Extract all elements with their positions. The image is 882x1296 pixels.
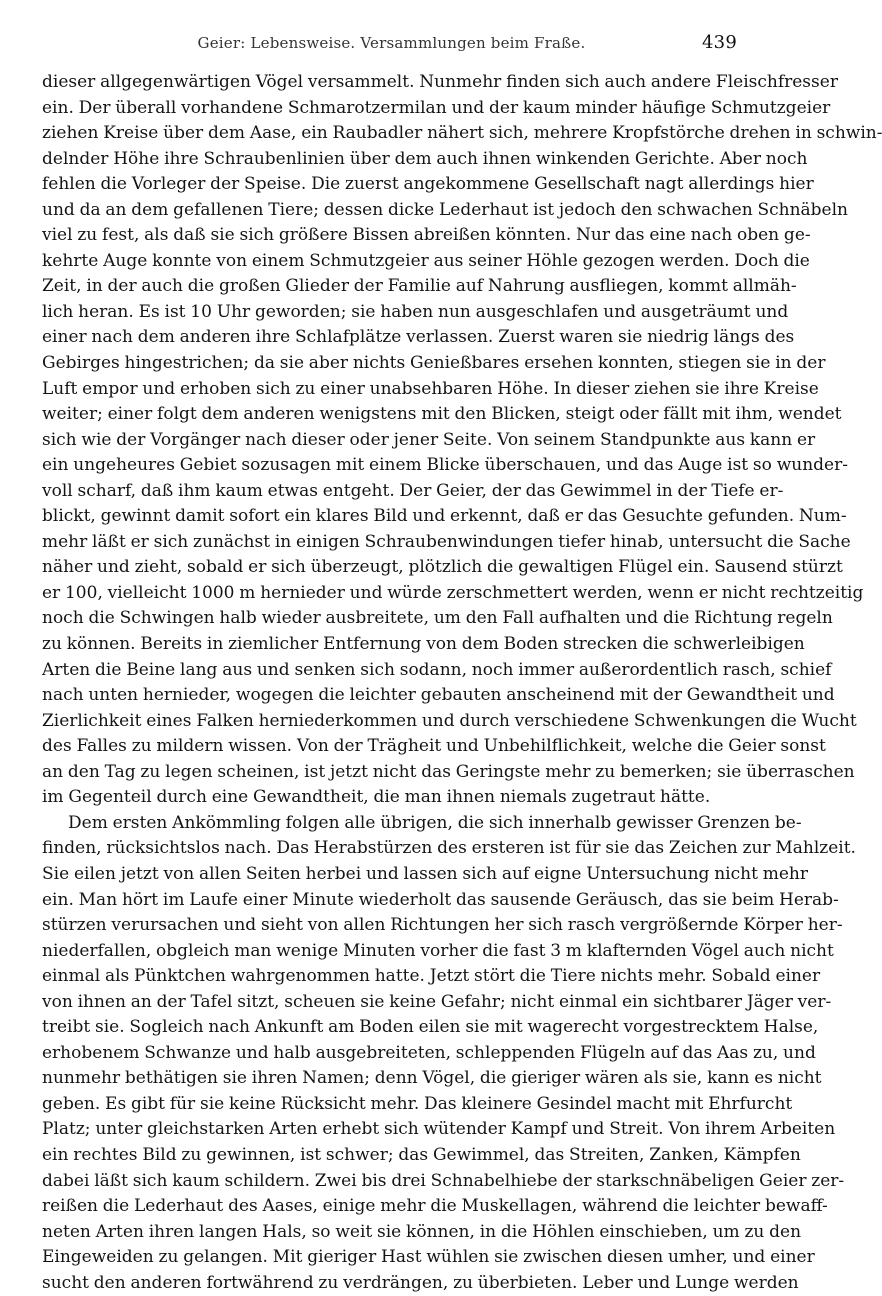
text-line: ein rechtes Bild zu gewinnen, ist schwer; das Gewimmel, das Streiten, Zanken, Kämpfen	[42, 1144, 801, 1165]
text-line: ziehen Kreise über dem Aase, ein Raubadler nähert sich, mehrere Kropfstörche drehen in schwin-	[42, 123, 882, 144]
text-line: im Gegenteil durch eine Gewandtheit, die man ihnen niemals zugetraut hätte.	[42, 787, 711, 808]
text-line: niederfallen, obgleich man wenige Minuten vorher die fast 3 m klafternden Vögel auch nicht	[42, 940, 834, 961]
text-line: fehlen die Vorleger der Speise. Die zuerst angekommene Gesellschaft nagt allerdings hier	[42, 174, 814, 195]
text-line: geben. Es gibt für sie keine Rücksicht mehr. Das kleinere Gesindel macht mit Ehrfurcht	[42, 1093, 793, 1114]
body-text	[42, 70, 882, 1296]
text-line: sucht den anderen fortwährend zu verdrängen, zu überbieten. Leber und Lunge werden	[42, 1272, 799, 1293]
text-line: zu können. Bereits in ziemlicher Entfernung von dem Boden strecken die schwerleibigen	[42, 634, 805, 655]
text-line: sich wie der Vorgänger nach dieser oder jener Seite. Von seinem Standpunkte aus kann er	[42, 429, 816, 450]
text-line: Zeit, in der auch die großen Glieder der Familie auf Nahrung ausfliegen, kommt allmäh-	[42, 276, 797, 297]
text-line: reißen die Lederhaut des Aases, einige mehr die Muskellagen, während die leichter bewaff-	[42, 1196, 828, 1217]
text-line: stürzen verursachen und sieht von allen Richtungen her sich rasch vergrößernde Körper her-	[42, 915, 843, 936]
text-line: ein. Man hört im Laufe einer Minute wiederholt das sausende Geräusch, das sie beim Herab-	[42, 889, 839, 910]
running-header	[46, 34, 737, 60]
text-line: von ihnen an der Tafel sitzt, scheuen sie keine Gefahr; nicht einmal ein sichtbarer Jäger ver-	[42, 991, 832, 1012]
paragraph	[42, 70, 882, 811]
text-line: Dem ersten Ankömmling folgen alle übrigen, die sich innerhalb gewisser Grenzen be-	[68, 812, 802, 833]
text-line: kehrte Auge konnte von einem Schmutzgeier aus seiner Höhle gezogen werden. Doch die	[42, 250, 810, 271]
text-line: ein ungeheures Gebiet sozusagen mit einem Blicke überschauen, und das Auge ist so wunder-	[42, 455, 848, 476]
text-line: neten Arten ihren langen Hals, so weit sie können, in die Höhlen einschieben, um zu den	[42, 1221, 802, 1242]
text-line: mehr läßt er sich zunächst in einigen Schraubenwindungen tiefer hinab, untersucht die Sache	[42, 531, 851, 552]
text-line: des Falles zu mildern wissen. Von der Trägheit und Unbehilflichkeit, welche die Geier sonst	[42, 736, 826, 757]
text-line: delnder Höhe ihre Schraubenlinien über dem auch ihnen winkenden Gerichte. Aber noch	[42, 148, 808, 169]
text-line: Luft empor und erhoben sich zu einer unabsehbaren Höhe. In dieser ziehen sie ihre Kreise	[42, 378, 819, 399]
text-line: dieser allgegenwärtigen Vögel versammelt. Nunmehr finden sich auch andere Fleischfresser	[42, 72, 838, 92]
text-line: noch die Schwingen halb wieder ausbreitete, um den Fall aufhalten und die Richtung regeln	[42, 608, 833, 629]
text-line: Arten die Beine lang aus und senken sich sodann, noch immer außerordentlich rasch, schief	[42, 659, 832, 680]
text-line: einer nach dem anderen ihre Schlafplätze verlassen. Zuerst waren sie niedrig längs des	[42, 327, 795, 348]
text-line: blickt, gewinnt damit sofort ein klares Bild und erkennt, daß er das Gesuchte gefunden. Num-	[42, 506, 847, 527]
text-line: weiter; einer folgt dem anderen wenigstens mit den Blicken, steigt oder fällt mit ihm, wendet	[42, 404, 842, 425]
paragraph	[42, 811, 856, 1296]
text-line: finden, rücksichtslos nach. Das Herabstürzen des ersteren ist für sie das Zeichen zur Mahlzeit.	[42, 838, 856, 859]
text-line: einmal als Pünktchen wahrgenommen hatte. Jetzt stört die Tiere nichts mehr. Sobald einer	[42, 966, 821, 987]
text-line: dabei läßt sich kaum schildern. Zwei bis drei Schnabelhiebe der starkschnäbeligen Geier zer-	[42, 1170, 845, 1191]
text-line: Sie eilen jetzt von allen Seiten herbei und lassen sich auf eigne Untersuchung nicht mehr	[42, 863, 808, 884]
text-line: erhobenem Schwanze und halb ausgebreiteten, schleppenden Flügeln auf das Aas zu, und	[42, 1042, 816, 1063]
text-line: nach unten hernieder, wogegen die leichter gebauten anscheinend mit der Gewandtheit und	[42, 685, 835, 706]
text-line: Zierlichkeit eines Falken herniederkommen und durch verschiedene Schwenkungen die Wucht	[42, 710, 857, 731]
running-head-title: Geier: Lebensweise. Versammlungen beim Fraße.	[197, 34, 586, 52]
text-line: viel zu fest, als daß sie sich größere Bissen abreißen könnten. Nur das eine nach oben ge-	[42, 225, 811, 246]
text-line: lich heran. Es ist 10 Uhr geworden; sie haben nun ausgeschlafen und ausgeträumt und	[42, 301, 789, 322]
text-line: er 100, vielleicht 1000 m hernieder und würde zerschmettert werden, wenn er nicht rechtzeitig	[42, 582, 864, 603]
text-line: Eingeweiden zu gelangen. Mit gieriger Hast wühlen sie zwischen diesen umher, und einer	[42, 1247, 815, 1268]
page-number: 439	[702, 32, 737, 53]
text-line: näher und zieht, sobald er sich überzeugt, plötzlich die gewaltigen Flügel ein. Sausend stürzt	[42, 557, 843, 578]
text-line: an den Tag zu legen scheinen, ist jetzt nicht das Geringste mehr zu bemerken; sie überraschen	[42, 761, 855, 782]
text-line: Gebirges hingestrichen; da sie aber nichts Genießbares ersehen konnten, stiegen sie in der	[42, 353, 826, 374]
text-line: Platz; unter gleichstarken Arten erhebt sich wütender Kampf und Streit. Von ihrem Arbeiten	[42, 1119, 836, 1140]
text-line: voll scharf, daß ihm kaum etwas entgeht. Der Geier, der das Gewimmel in der Tiefe er-	[42, 480, 784, 501]
text-line: und da an dem gefallenen Tiere; dessen dicke Lederhaut ist jedoch den schwachen Schnäbeln	[42, 199, 848, 220]
text-line: nunmehr bethätigen sie ihren Namen; denn Vögel, die gieriger wären als sie, kann es nicht	[42, 1068, 822, 1089]
text-line: ein. Der überall vorhandene Schmarotzermilan und der kaum minder häufige Schmutzgeier	[42, 97, 831, 118]
text-line: treibt sie. Sogleich nach Ankunft am Boden eilen sie mit wagerecht vorgestrecktem Halse,	[42, 1017, 819, 1038]
